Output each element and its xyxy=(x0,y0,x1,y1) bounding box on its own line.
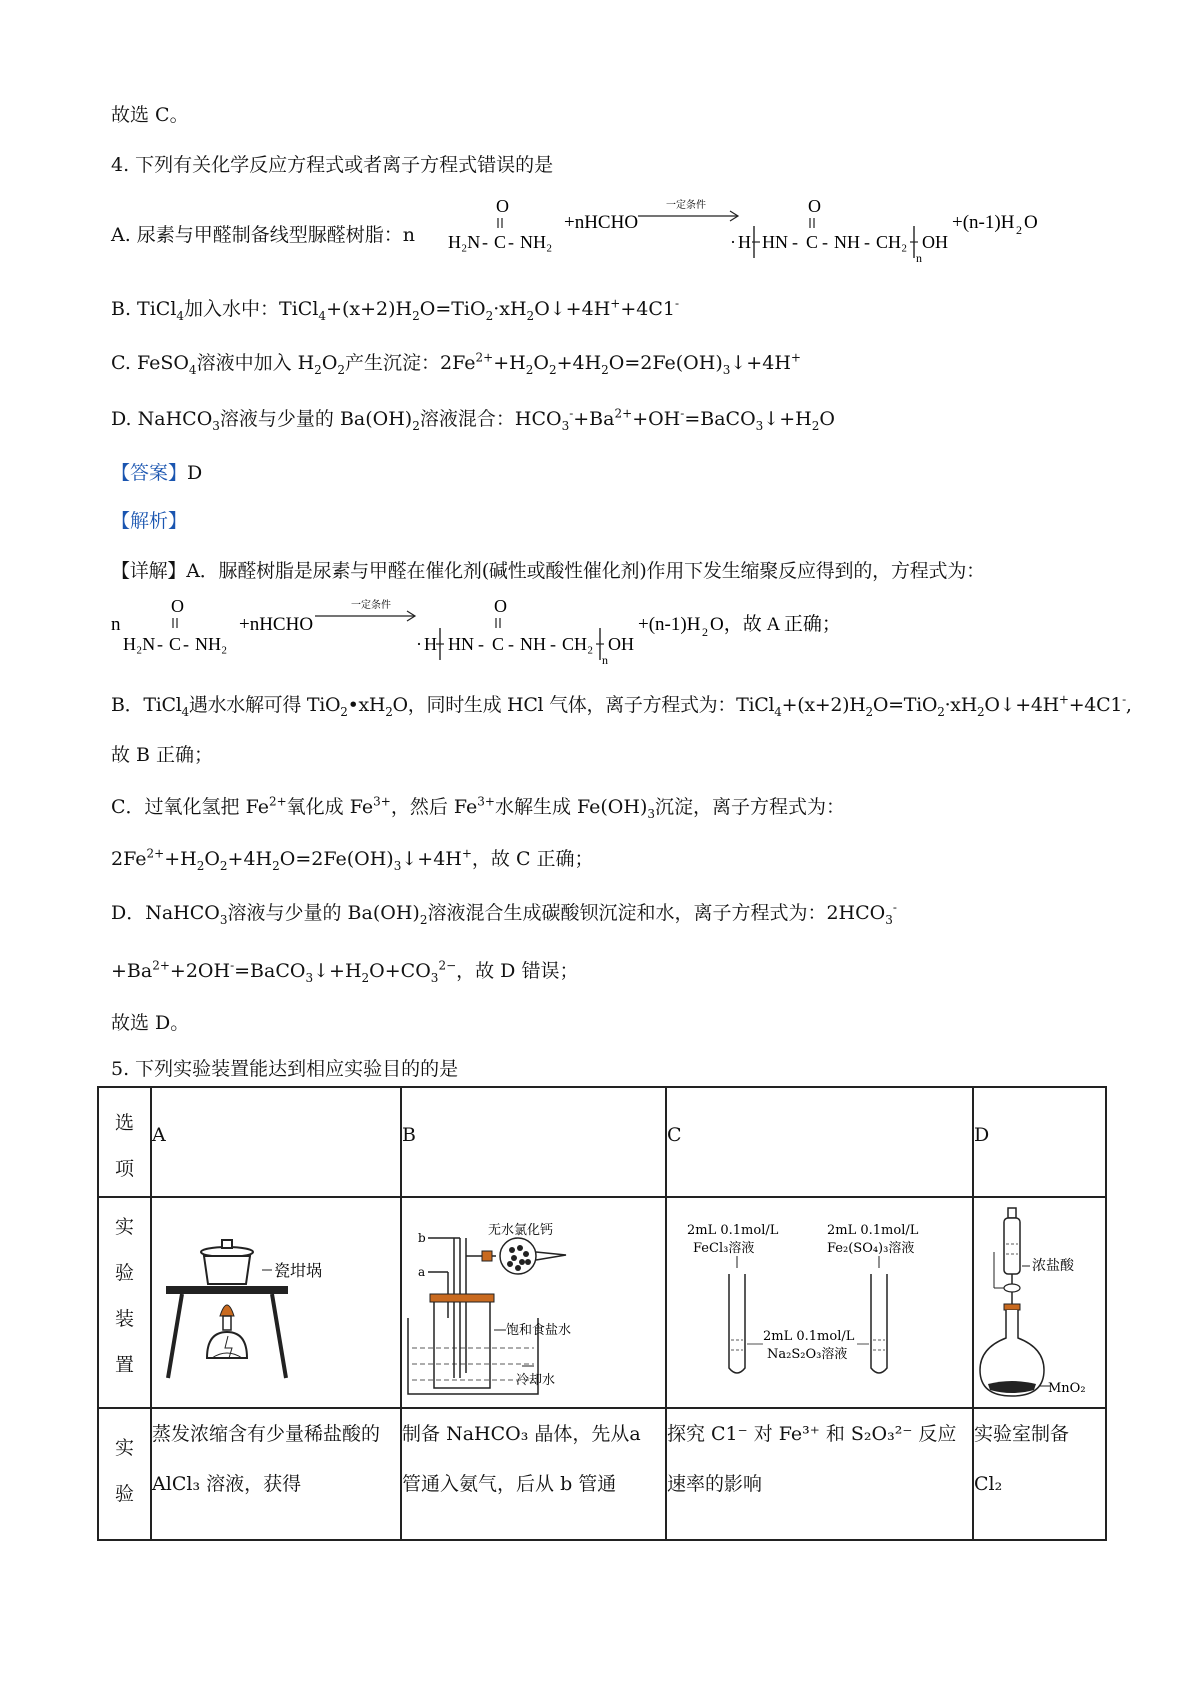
hcho-term: +nHCHO xyxy=(564,212,639,233)
svg-text:n: n xyxy=(602,653,608,667)
condition-label: 一定条件 xyxy=(666,200,706,211)
svg-text:2mL 0.1mol/L: 2mL 0.1mol/L xyxy=(762,1329,855,1344)
svg-text:一定条件: 一定条件 xyxy=(351,600,391,611)
purpose-c: 探究 C1⁻ 对 Fe³⁺ 和 S₂O₃²⁻ 反应 速率的影响 xyxy=(666,1408,973,1540)
q4-option-b: B. TiCl$_4$加入水中：$TiCl_4+(x+2)H_2O=TiO_2\cdot xH_2O↓+4H^++4C1^-$ xyxy=(111,296,680,323)
detail-a: 【详解】A．脲醛树脂是尿素与甲醛在催化剂(碱性或酸性催化剂)作用下发生缩聚反应得到的，方程式为： xyxy=(111,560,985,582)
header-cell-apparatus: 实 验 装 置 xyxy=(98,1197,151,1408)
apparatus-b xyxy=(401,1197,666,1408)
svg-text:HN: HN xyxy=(448,634,474,654)
svg-text:2mL 0.1mol/L: 2mL 0.1mol/L xyxy=(826,1223,919,1238)
urea-oxygen: O xyxy=(496,196,509,216)
q5-title: 5. 下列实验装置能达到相应实验目的的是 xyxy=(111,1058,459,1080)
purpose-b: 制备 NaHCO₃ 晶体，先从a 管通入氨气，后从 b 管通 xyxy=(401,1408,666,1540)
svg-text:O，故 A 正确；: O，故 A 正确； xyxy=(710,614,841,635)
urea-h2n: H₂N xyxy=(448,232,481,252)
apparatus-a xyxy=(151,1197,401,1408)
purpose-a: 蒸发浓缩含有少量稀盐酸的 AlCl₃ 溶液，获得 xyxy=(151,1408,401,1540)
crucible-diagram xyxy=(152,1198,400,1402)
gas-bottle-diagram xyxy=(402,1198,664,1402)
svg-text:C: C xyxy=(492,634,505,654)
purpose-d: 实验室制备 Cl₂ xyxy=(973,1408,1106,1540)
svg-text:FeCl₃溶液: FeCl₃溶液 xyxy=(692,1241,755,1256)
svg-text:2mL 0.1mol/L: 2mL 0.1mol/L xyxy=(686,1223,779,1238)
svg-text:-: - xyxy=(183,634,189,654)
label-mno2: MnO₂ xyxy=(1047,1381,1086,1396)
label-cooling-water: 冷却水 xyxy=(516,1373,556,1388)
svg-text:C: C xyxy=(494,232,507,252)
svg-text:-: - xyxy=(792,232,798,252)
label-cacl2: 无水氯化钙 xyxy=(488,1223,554,1238)
test-tubes-diagram xyxy=(667,1198,972,1402)
q4-option-a: A. 尿素与甲醛制备线型脲醛树脂：n xyxy=(111,224,416,246)
svg-text:-: - xyxy=(550,634,556,654)
option-b-cell: B xyxy=(401,1087,666,1197)
svg-text:-: - xyxy=(157,634,163,654)
answer-value: D xyxy=(187,462,203,484)
flask-diagram xyxy=(974,1198,1105,1402)
svg-text:-: - xyxy=(822,232,828,252)
svg-text:-: - xyxy=(478,634,484,654)
detail-c-equation: $2Fe^{2+}+H_2O_2+4H_2O=2Fe(OH)_3↓+4H^+$，故 C 正确； xyxy=(111,846,594,873)
q4-option-c: C. FeSO$_4$溶液中加入 $H_2O_2$产生沉淀：$2Fe^{2+}+H_2O_2+4H_2O=2Fe(OH)_3↓+4H^+$ xyxy=(111,350,801,377)
q4-option-d: D. NaHCO$_3$溶液与少量的 $Ba(OH)_2$溶液混合：$HCO_3^-+Ba^{2+}+OH^-=BaCO_3↓+H_2O$ xyxy=(111,406,835,433)
detail-d-equation: $+Ba^{2+}+2OH^-=BaCO_3↓+H_2O+CO_3^{2-}$，故 D 错误； xyxy=(111,958,579,985)
svg-text:HN: HN xyxy=(762,232,788,252)
option-a-cell: A xyxy=(151,1087,401,1197)
label-brine: 饱和食盐水 xyxy=(506,1323,572,1338)
svg-text:-: - xyxy=(864,232,870,252)
detail-d: D．NaHCO$_3$溶液与少量的 $Ba(OH)_2$溶液混合生成碳酸钡沉淀和水，离子方程式为：$2HCO_3^-$ xyxy=(111,900,897,927)
svg-text:n: n xyxy=(916,251,922,265)
analysis-label: 【解析】 xyxy=(111,510,188,532)
option-c-cell: C xyxy=(666,1087,973,1197)
svg-text:O: O xyxy=(808,196,821,216)
svg-text:H₂N: H₂N xyxy=(123,634,156,654)
table-row-purpose xyxy=(98,1408,1106,1540)
q4-title: 4. 下列有关化学反应方程式或者离子方程式错误的是 xyxy=(111,154,554,176)
header-cell-option: 选 项 xyxy=(98,1087,151,1197)
svg-text:-: - xyxy=(508,232,514,252)
svg-text:a: a xyxy=(418,1265,426,1279)
detail-c: C．过氧化氢把 $Fe^{2+}$氧化成 $Fe^{3+}$，然后 $Fe^{3+}$水解生成 $Fe(OH)_3$沉淀，离子方程式为： xyxy=(111,794,846,821)
svg-text:OH: OH xyxy=(922,232,948,252)
answer-line xyxy=(111,460,202,486)
resin-structure xyxy=(730,196,1100,273)
svg-text:-: - xyxy=(508,634,514,654)
option-d-cell: D xyxy=(973,1087,1106,1197)
answer-label: 【答案】 xyxy=(111,462,188,484)
svg-text:n: n xyxy=(111,614,121,635)
svg-text:+nHCHO: +nHCHO xyxy=(239,614,314,635)
svg-text:O: O xyxy=(1024,212,1038,233)
svg-text:+(n-1)H: +(n-1)H xyxy=(952,212,1015,233)
svg-text:Na₂S₂O₃溶液: Na₂S₂O₃溶液 xyxy=(766,1347,848,1362)
detail-b-end: 故 B 正确； xyxy=(111,744,214,766)
svg-text:Fe₂(SO₄)₃溶液: Fe₂(SO₄)₃溶液 xyxy=(826,1241,915,1256)
svg-text:OH: OH xyxy=(608,634,634,654)
table-row-options xyxy=(98,1087,1106,1197)
svg-text:+(n-1)H: +(n-1)H xyxy=(638,614,701,635)
svg-text:NH: NH xyxy=(520,634,546,654)
svg-text:·: · xyxy=(416,634,422,654)
apparatus-d xyxy=(973,1197,1106,1408)
header-cell-purpose: 实 验 xyxy=(98,1408,151,1540)
svg-text:C: C xyxy=(806,232,819,252)
svg-text:C: C xyxy=(169,634,182,654)
detail-a-equation xyxy=(111,594,1111,675)
label-conc-hcl: 浓盐酸 xyxy=(1031,1258,1074,1274)
svg-text:NH: NH xyxy=(834,232,860,252)
svg-text:CH₂: CH₂ xyxy=(876,232,908,252)
svg-text:b: b xyxy=(418,1231,426,1245)
svg-text:NH₂: NH₂ xyxy=(520,232,553,252)
svg-text:2: 2 xyxy=(1016,223,1022,237)
apparatus-c xyxy=(666,1197,973,1408)
svg-text:H: H xyxy=(424,634,437,654)
label-crucible: 瓷坩埚 xyxy=(274,1261,323,1280)
svg-text:O: O xyxy=(171,596,184,616)
svg-text:O: O xyxy=(494,596,507,616)
prev-answer-line: 故选 C。 xyxy=(111,104,189,126)
table-row-apparatus xyxy=(98,1197,1106,1408)
svg-text:2: 2 xyxy=(702,625,708,639)
q5-table xyxy=(97,1086,1107,1541)
detail-b: B．TiCl$_4$遇水水解可得 $TiO_2•xH_2O$，同时生成 HCl 气体，离子方程式为：$TiCl_4+(x+2)H_2O=TiO_2\cdot xH_2O↓+4H^++4C1^-$, xyxy=(111,692,1132,719)
svg-text:NH₂: NH₂ xyxy=(195,634,228,654)
svg-text:CH₂: CH₂ xyxy=(562,634,594,654)
svg-text:-: - xyxy=(482,232,488,252)
final-answer: 故选 D。 xyxy=(111,1012,190,1034)
svg-text:·: · xyxy=(730,232,736,252)
svg-text:H: H xyxy=(738,232,751,252)
